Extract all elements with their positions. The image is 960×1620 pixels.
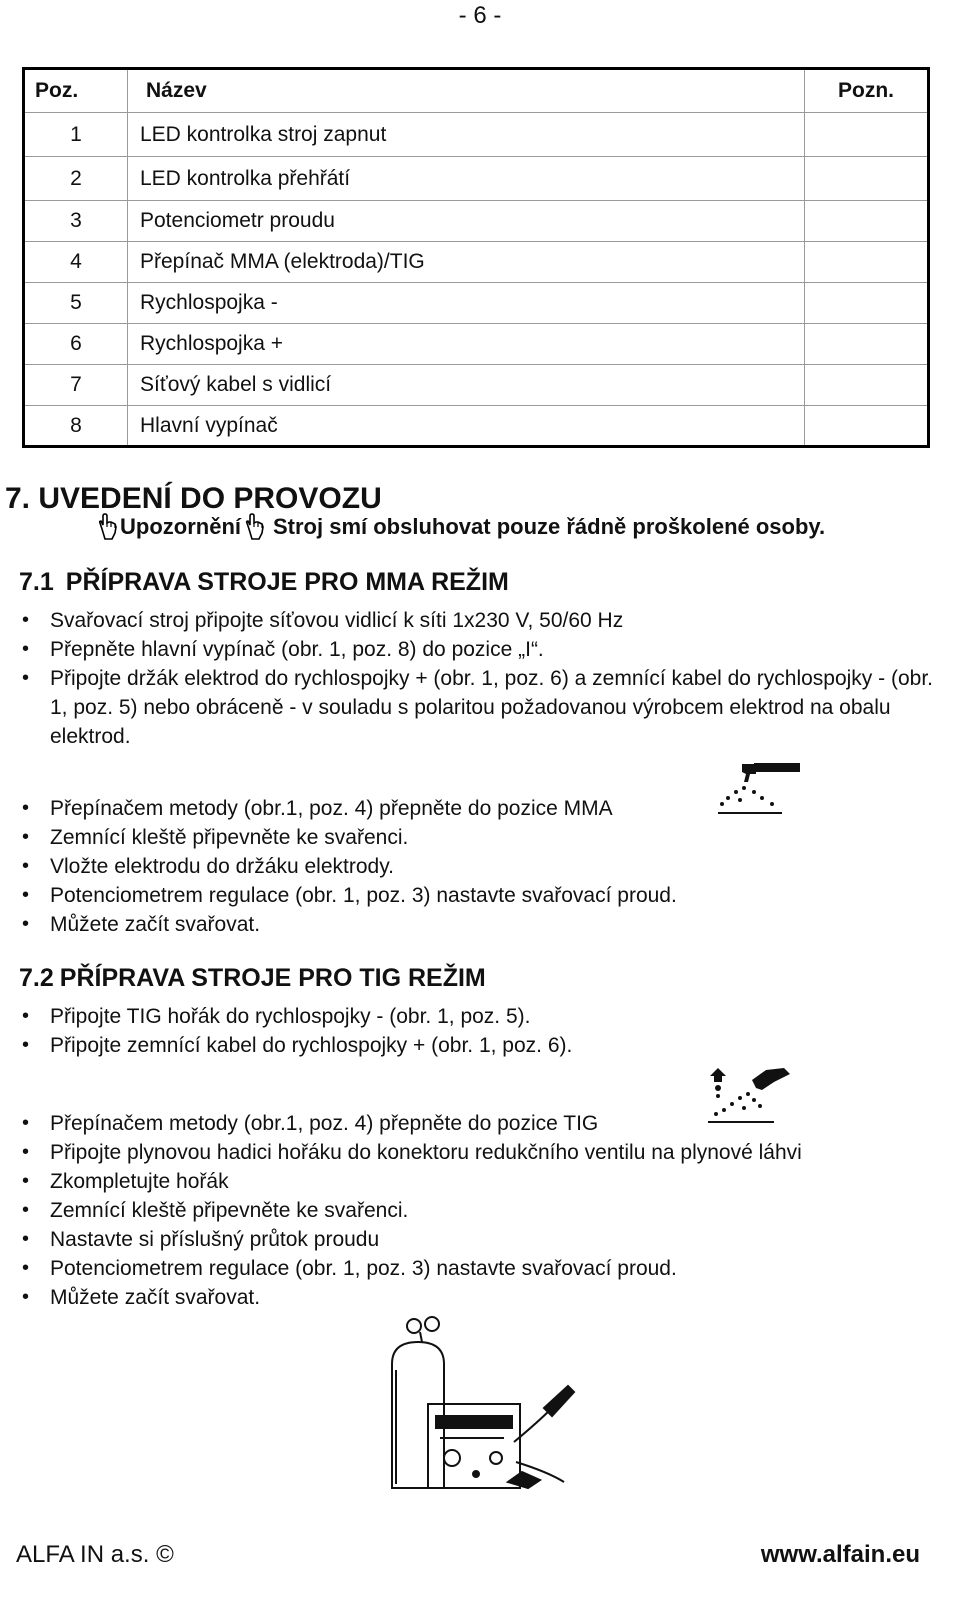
- tig-steps-list-b: [8, 1109, 938, 1312]
- list-item: • Nastavte si příslušný průtok proudu: [8, 1225, 938, 1254]
- row-pos: 5: [24, 283, 128, 324]
- table-row: [24, 283, 929, 324]
- row-name: Síťový kabel s vidlicí: [128, 365, 805, 406]
- section-title-7-2: [19, 964, 486, 993]
- row-note: [805, 365, 929, 406]
- row-pos: 7: [24, 365, 128, 406]
- column-header-pos: Poz.: [24, 69, 128, 113]
- row-pos: 6: [24, 324, 128, 365]
- list-item: • Potenciometrem regulace (obr. 1, poz. 3) nastavte svařovací proud.: [8, 881, 938, 910]
- column-header-note: Pozn.: [805, 69, 929, 113]
- table-row: [24, 113, 929, 157]
- row-note: [805, 242, 929, 283]
- table-row: [24, 365, 929, 406]
- row-pos: 1: [24, 113, 128, 157]
- table-header-row: [24, 69, 929, 113]
- list-item: • Zemnící kleště připevněte ke svařenci.: [8, 823, 938, 852]
- row-pos: 2: [24, 157, 128, 201]
- warning-line: [96, 510, 825, 544]
- row-note: [805, 283, 929, 324]
- list-item: • Připojte plynovou hadici hořáku do konektoru redukčního ventilu na plynové láhvi: [8, 1138, 938, 1167]
- page-number: - 6 -: [458, 2, 502, 29]
- table-row: [24, 406, 929, 447]
- row-name: Rychlospojka +: [128, 324, 805, 365]
- tig-steps-list-a: [8, 1002, 938, 1060]
- list-item: • Přepínačem metody (obr.1, poz. 4) přepněte do pozice TIG: [8, 1109, 938, 1138]
- section-title-7: 7. UVEDENÍ DO PROVOZU: [5, 482, 382, 515]
- section-heading: PŘÍPRAVA STROJE PRO MMA REŽIM: [65, 568, 509, 596]
- list-item: • Svařovací stroj připojte síťovou vidlicí k síti 1x230 V, 50/60 Hz: [8, 606, 938, 635]
- list-item: • Potenciometrem regulace (obr. 1, poz. 3) nastavte svařovací proud.: [8, 1254, 938, 1283]
- hand-pointer-icon: [243, 513, 267, 541]
- row-pos: 4: [24, 242, 128, 283]
- row-pos: 3: [24, 201, 128, 242]
- list-item: • Můžete začít svařovat.: [8, 910, 938, 939]
- row-note: [805, 113, 929, 157]
- row-name: Přepínač MMA (elektroda)/TIG: [128, 242, 805, 283]
- section-number: 7.2: [19, 964, 54, 992]
- warning-label: Upozornění: [120, 514, 241, 539]
- list-item: • Zemnící kleště připevněte ke svařenci.: [8, 1196, 938, 1225]
- list-item: • Přepněte hlavní vypínač (obr. 1, poz. 8) do pozice „I“.: [8, 635, 938, 664]
- list-item: • Připojte zemnící kabel do rychlospojky + (obr. 1, poz. 6).: [8, 1031, 938, 1060]
- row-pos: 8: [24, 406, 128, 447]
- row-name: Potenciometr proudu: [128, 201, 805, 242]
- column-header-name: Název: [128, 69, 805, 113]
- hand-pointer-icon: [96, 513, 120, 541]
- row-name: Hlavní vypínač: [128, 406, 805, 447]
- section-title-7-1: [19, 568, 509, 597]
- row-note: [805, 324, 929, 365]
- row-name: LED kontrolka stroj zapnut: [128, 113, 805, 157]
- list-item: • Zkompletujte hořák: [8, 1167, 938, 1196]
- welding-machine-illustration: [368, 1312, 588, 1496]
- row-name: Rychlospojka -: [128, 283, 805, 324]
- row-note: [805, 201, 929, 242]
- section-number: 7.1: [19, 568, 54, 596]
- footer-company: ALFA IN a.s. ©: [16, 1541, 174, 1568]
- list-item: • Připojte držák elektrod do rychlospojky + (obr. 1, poz. 6) a zemnící kabel do rychlospojky - (obr. 1, poz. 5) nebo obráceně - v souladu s polaritou požadovanou výrobcem elektrod na obalu elektrod.: [8, 664, 938, 751]
- list-item: • Vložte elektrodu do držáku elektrody.: [8, 852, 938, 881]
- row-note: [805, 157, 929, 201]
- list-item: • Můžete začít svařovat.: [8, 1283, 938, 1312]
- list-item: • Připojte TIG hořák do rychlospojky - (obr. 1, poz. 5).: [8, 1002, 938, 1031]
- parts-table: [22, 67, 930, 448]
- list-item: • Přepínačem metody (obr.1, poz. 4) přepněte do pozice MMA: [8, 794, 938, 823]
- table-row: [24, 324, 929, 365]
- section-heading: PŘÍPRAVA STROJE PRO TIG REŽIM: [59, 964, 486, 992]
- footer-website-link[interactable]: www.alfain.eu: [760, 1541, 920, 1568]
- mma-steps-list-b: [8, 794, 938, 939]
- mma-steps-list-a: [8, 606, 938, 751]
- table-row: [24, 242, 929, 283]
- table-row: [24, 201, 929, 242]
- row-note: [805, 406, 929, 447]
- row-name: LED kontrolka přehřátí: [128, 157, 805, 201]
- table-row: [24, 157, 929, 201]
- warning-text: Stroj smí obsluhovat pouze řádně proškolené osoby.: [273, 514, 826, 539]
